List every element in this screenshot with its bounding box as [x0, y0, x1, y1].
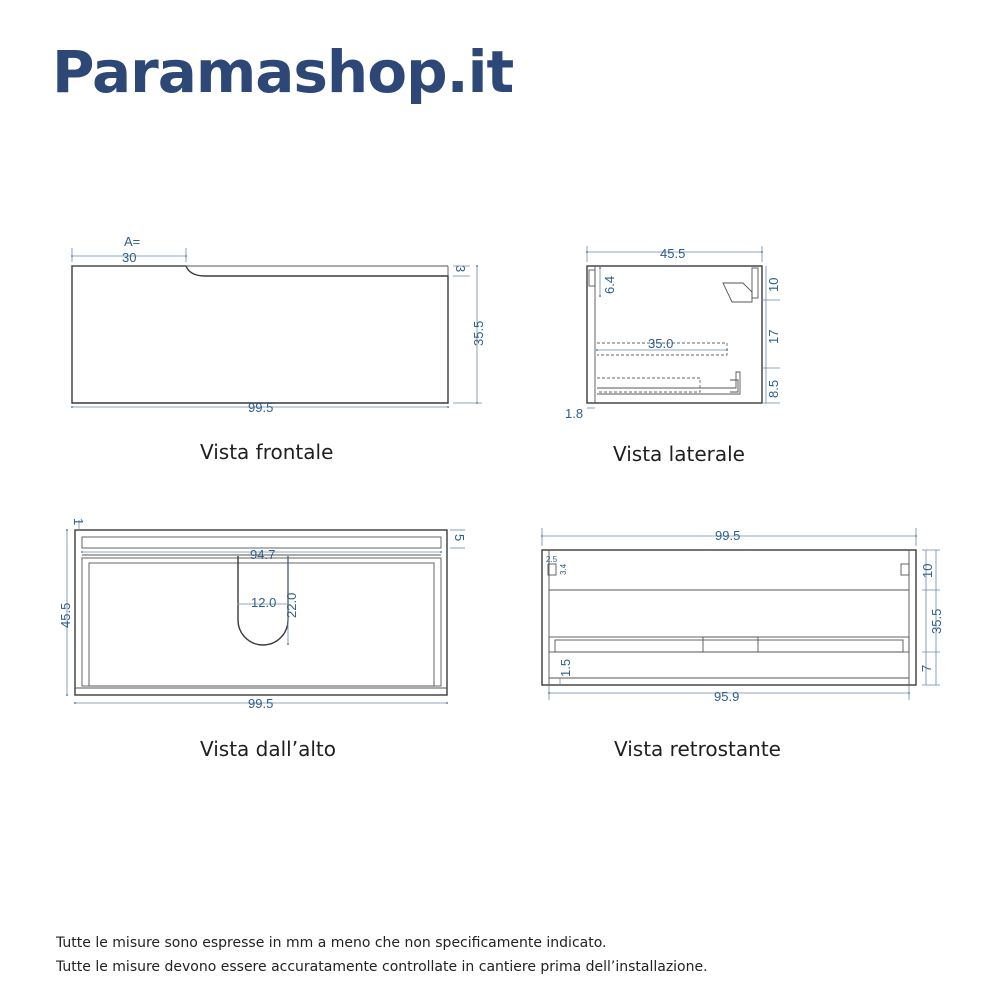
caption-top-view: Vista dall’alto [200, 737, 336, 761]
side-top-offset: 6.4 [602, 275, 617, 294]
side-drawer-box [597, 378, 700, 392]
back-bottom-rail-height: 7 [919, 664, 934, 672]
side-thickness: 1.8 [565, 406, 584, 421]
back-inner-width: 95.9 [714, 689, 740, 704]
back-bottom-gap: 1.5 [558, 658, 573, 677]
side-view [565, 246, 781, 421]
back-bracket-b: 3.4 [559, 563, 568, 575]
front-view [72, 234, 486, 415]
front-top-thickness: 3 [453, 265, 468, 273]
footnote-units: Tutte le misure sono espresse in mm a meno che non specificamente indicato. [56, 935, 607, 951]
back-view [542, 528, 944, 704]
back-bottom-rail [549, 637, 909, 652]
brand-logo: Paramashop.it [52, 38, 514, 106]
front-body [72, 266, 448, 403]
top-drawer [82, 558, 441, 686]
caption-side-view: Vista laterale [613, 442, 745, 466]
top-cut-depth: 22.0 [284, 592, 299, 618]
top-edge: 1 [71, 518, 86, 526]
footnote-check: Tutte le misure devono essere accuratamente controllate in cantiere prima dell’installazione. [56, 959, 708, 975]
front-cutout-label: A= [124, 234, 141, 249]
back-top-rail-height: 10 [920, 563, 935, 578]
caption-front-view: Vista frontale [200, 440, 334, 464]
back-width: 99.5 [715, 528, 741, 543]
top-view [58, 518, 467, 711]
top-depth: 45.5 [58, 602, 73, 628]
back-body [542, 550, 916, 685]
top-inner-width: 94.7 [250, 547, 276, 562]
back-bracket-right [901, 564, 909, 575]
top-back-strip: 5 [452, 534, 467, 542]
back-bracket-a: 2.5 [546, 555, 558, 564]
side-inner-depth: 35.0 [648, 336, 674, 351]
top-cut-width: 12.0 [251, 595, 277, 610]
front-height: 35.5 [471, 320, 486, 346]
side-wall-bracket [723, 283, 752, 302]
front-width: 99.5 [248, 400, 274, 415]
side-back-lower: 8.5 [766, 379, 781, 398]
side-back-mid: 17 [766, 329, 781, 344]
side-depth: 45.5 [660, 246, 686, 261]
back-height: 35.5 [929, 608, 944, 634]
top-width: 99.5 [248, 696, 274, 711]
caption-back-view: Vista retrostante [614, 737, 781, 761]
front-cutout-width: 30 [122, 250, 137, 265]
side-bracket [589, 270, 595, 286]
side-back-upper: 10 [766, 277, 781, 292]
